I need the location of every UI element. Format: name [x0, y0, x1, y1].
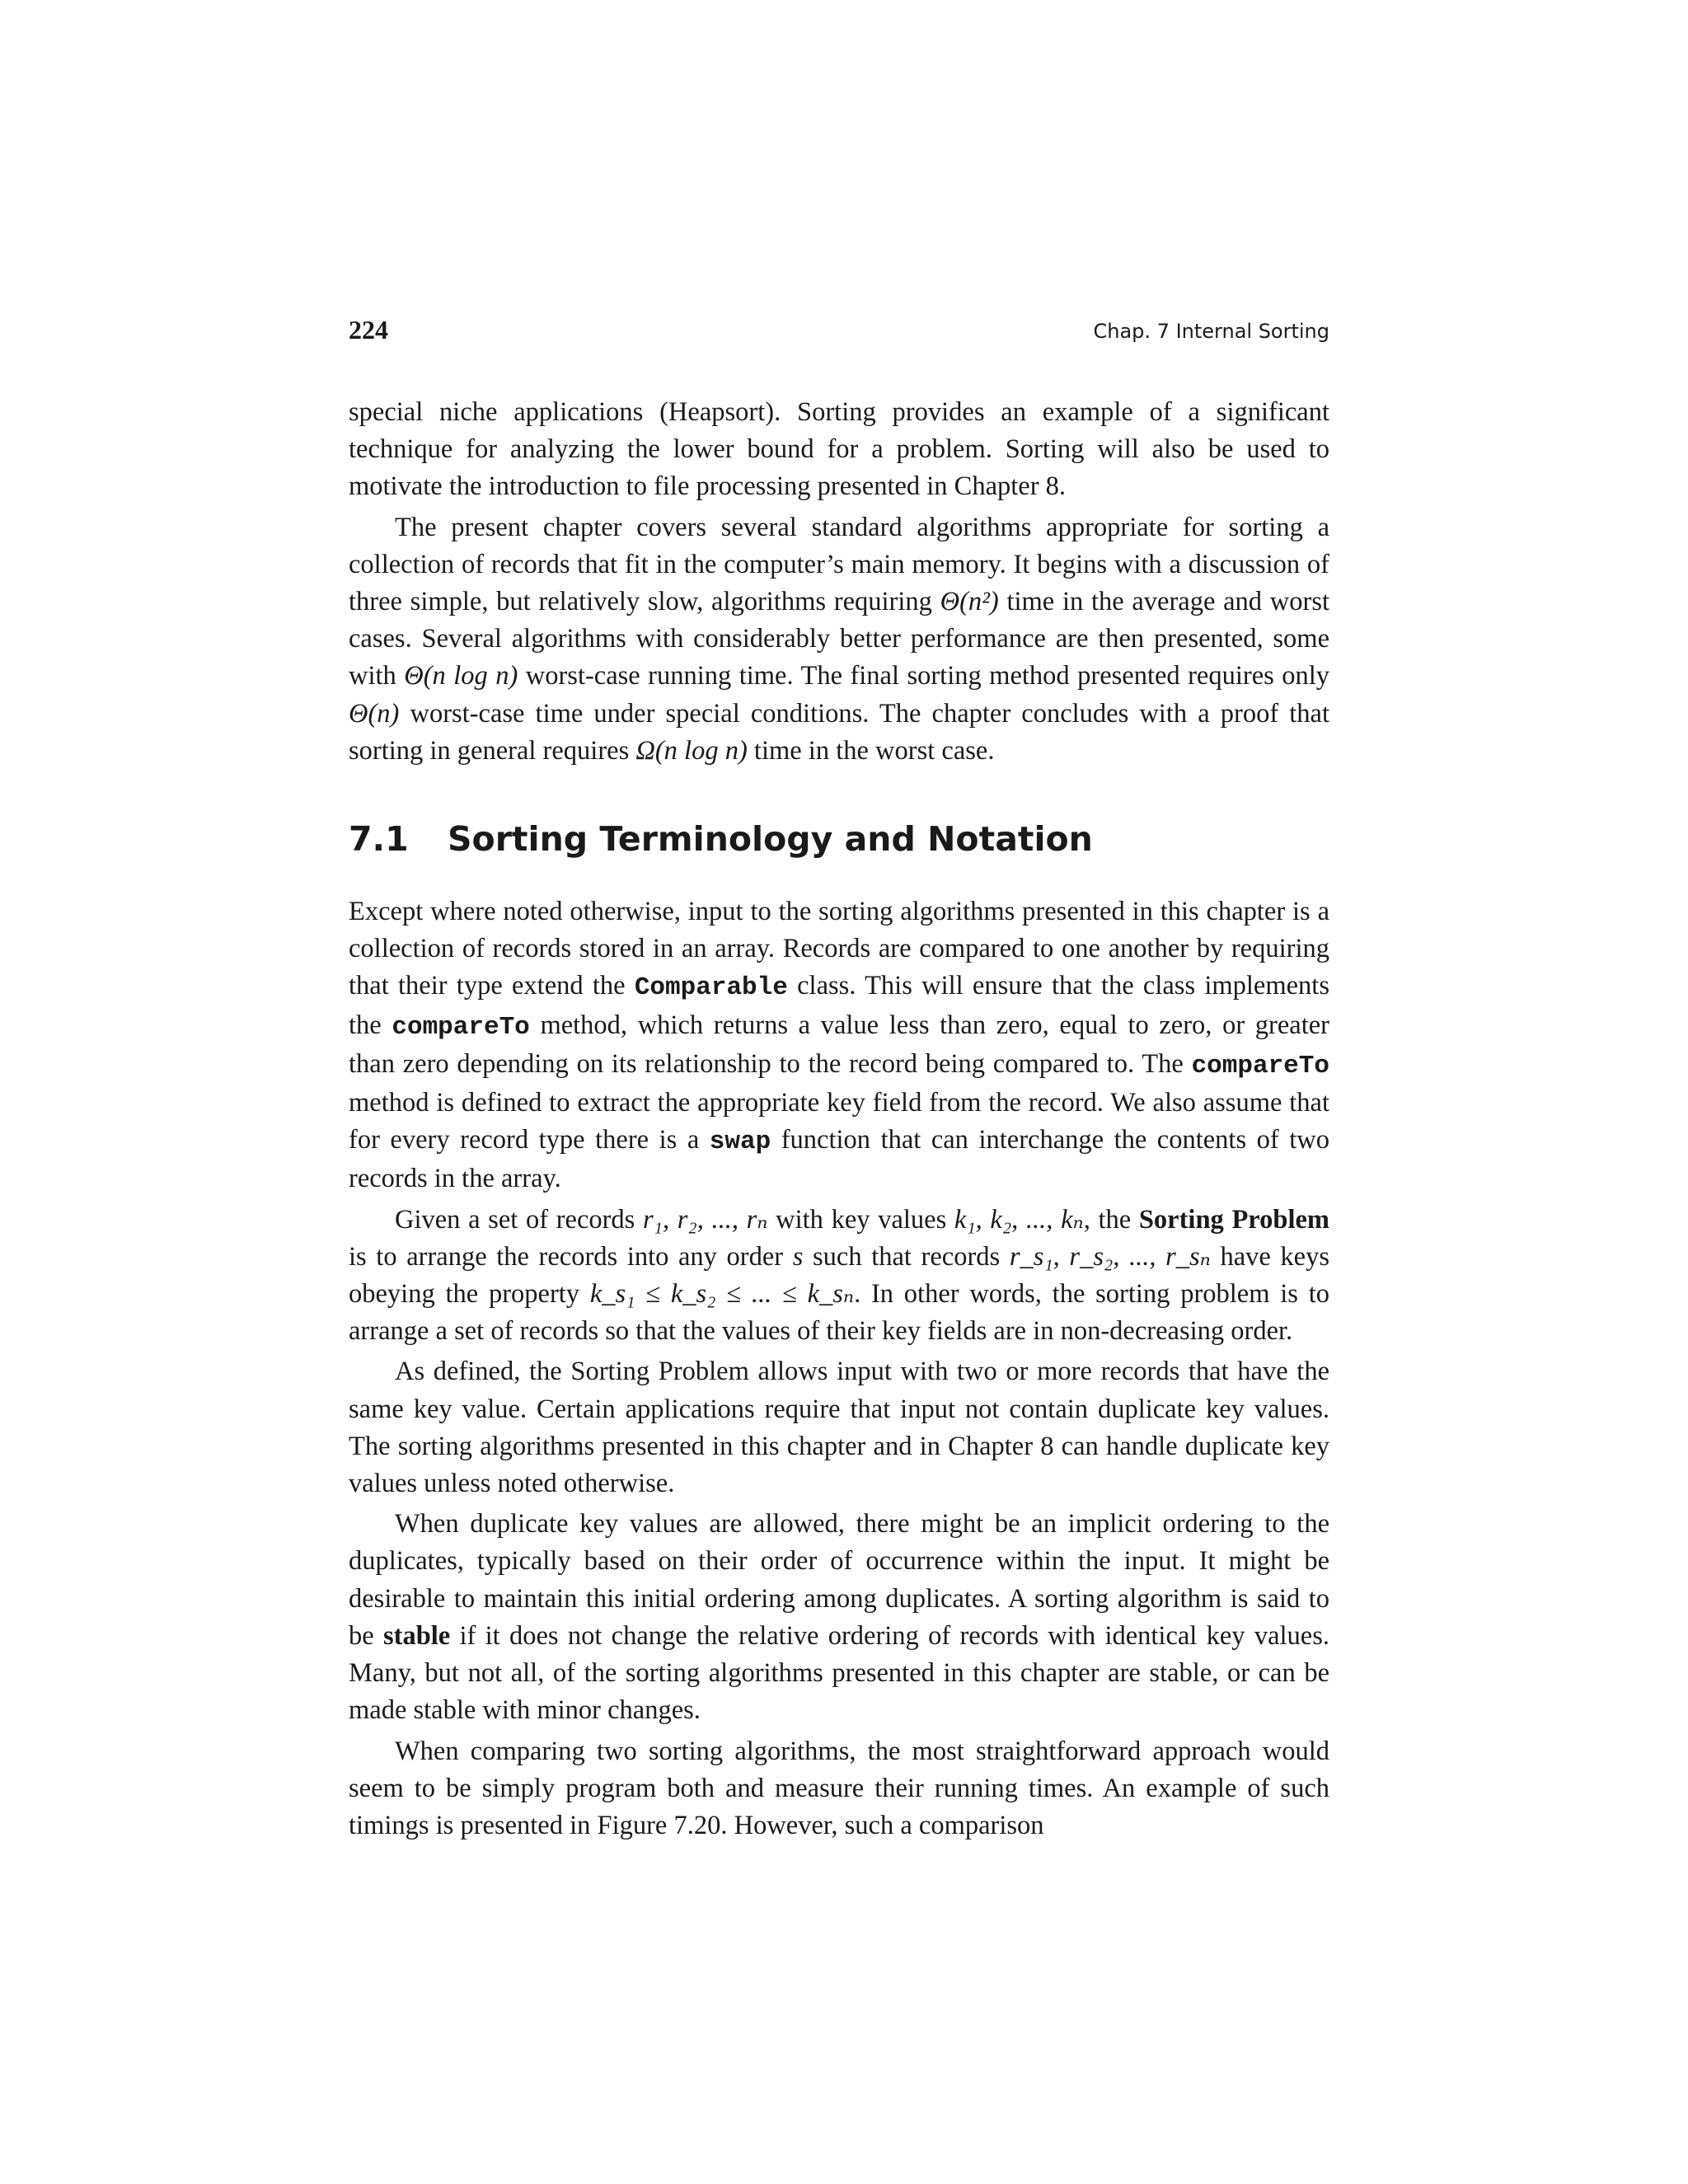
paragraph-2-text: worst-case running time. The final sorting method presented requires only	[518, 661, 1329, 691]
section-heading	[349, 816, 1329, 862]
math-theta-n-log-n: Θ(n log n)	[404, 661, 518, 691]
paragraph-3	[349, 893, 1329, 1198]
paragraph-2-text: time in the average and worst cases. Several algorithms with considerably better performance are then presented, some with	[349, 587, 1329, 691]
math-order-s: s	[792, 1241, 804, 1272]
page-body	[349, 394, 1329, 1844]
page-header	[349, 315, 1329, 356]
page-number: 224	[349, 315, 388, 344]
math-omega-n-log-n: Ω(n log n)	[635, 735, 748, 766]
paragraph-3-text: method, which returns a value less than zero, equal to zero, or greater than zero depending on its relationship to the record being compared to. The	[349, 1010, 1329, 1079]
math-keys: k₁, k₂, ..., kₙ	[954, 1204, 1084, 1235]
section-number: 7.1	[349, 819, 409, 860]
code-comparable: Comparable	[634, 973, 788, 1003]
running-title: Chap. 7 Internal Sorting	[1093, 320, 1329, 343]
section-title: Sorting Terminology and Notation	[448, 819, 1093, 860]
paragraph-3-text: function that can interchange the contents of two records in the array.	[349, 1125, 1329, 1194]
paragraph-7	[349, 1733, 1329, 1845]
paragraph-4-text: such that records	[803, 1241, 1010, 1272]
code-swap: swap	[709, 1127, 771, 1157]
paragraph-4-text: is to arrange the records into any order	[349, 1241, 793, 1272]
paragraph-4-text: . In other words, the sorting problem is to arrange a set of records so that the values of their key fields are in non-decreasing order.	[349, 1279, 1329, 1347]
paragraph-4-text: Given a set of records	[395, 1204, 644, 1235]
paragraph-2-text: time in the worst case.	[747, 735, 995, 766]
paragraph-6-text: if it does not change the relative ordering of records with identical key values. Many, but not all, of the sorting algorithms presented in this chapter are stable, or can be made stable with minor changes.	[349, 1620, 1329, 1726]
paragraph-1	[349, 394, 1329, 506]
paragraph-4-text: have keys obeying the property	[349, 1241, 1330, 1310]
math-ordered-records: r_s₁, r_s₂, ..., r_sₙ	[1009, 1241, 1211, 1272]
math-key-inequality: k_s₁ ≤ k_s₂ ≤ ... ≤ k_sₙ	[589, 1279, 855, 1310]
paragraph-3-text: class. This will ensure that the class implements the	[349, 971, 1329, 1040]
paragraph-6	[349, 1506, 1329, 1729]
code-compareto: compareTo	[1191, 1051, 1329, 1080]
paragraph-3-text: method is defined to extract the appropriate key field from the record. We also assume that for every record type there is a	[349, 1088, 1329, 1155]
paragraph-5	[349, 1353, 1329, 1502]
paragraph-4	[349, 1202, 1329, 1351]
term-stable: stable	[382, 1620, 451, 1651]
paragraph-3-text: Except where noted otherwise, input to the sorting algorithms presented in this chapter is a collection of records stored in an array. Records are compared to one another by requiring that their type extend the	[349, 897, 1329, 1001]
paragraph-7-text: When comparing two sorting algorithms, the most straightforward approach would seem to be simply program both and measure their running times. An example of such timings is presented in Figure 7.20. However, such a comparison	[349, 1736, 1329, 1840]
paragraph-2	[349, 509, 1329, 770]
paragraph-6-text: When duplicate key values are allowed, there might be an implicit ordering to the duplicates, typically based on their order of occurrence within the input. It might be desirable to maintain this initial ordering among duplicates. A sorting algorithm is said to be	[349, 1509, 1329, 1651]
paragraph-4-text: with key values	[767, 1204, 954, 1235]
term-sorting-problem: Sorting Problem	[1138, 1204, 1329, 1235]
paragraph-5-text: As defined, the Sorting Problem allows input with two or more records that have the same key value. Certain applications require that input not contain duplicate key values. The sorting algorithms presented in this chapter and in Chapter 8 can handle duplicate key values unless noted otherwise.	[349, 1357, 1329, 1499]
paragraph-1-text: special niche applications (Heapsort). Sorting provides an example of a significant technique for analyzing the lower bound for a problem. Sorting will also be used to motivate the introduction to file processing presented in Chapter 8.	[349, 397, 1329, 502]
paragraph-2-text: worst-case time under special conditions. The chapter concludes with a proof that sorting in general requires	[349, 698, 1329, 766]
math-theta-n: Θ(n)	[349, 698, 400, 729]
paragraph-4-text: , the	[1083, 1204, 1139, 1235]
math-records: r₁, r₂, ..., rₙ	[643, 1204, 768, 1235]
code-compareto: compareTo	[392, 1012, 530, 1042]
paragraph-2-text: The present chapter covers several standard algorithms appropriate for sorting a collection of records that fit in the computer’s main memory. It begins with a discussion of three simple, but relatively slow, algorithms requiring	[349, 512, 1329, 617]
math-theta-n-squared: Θ(n²)	[940, 587, 999, 617]
